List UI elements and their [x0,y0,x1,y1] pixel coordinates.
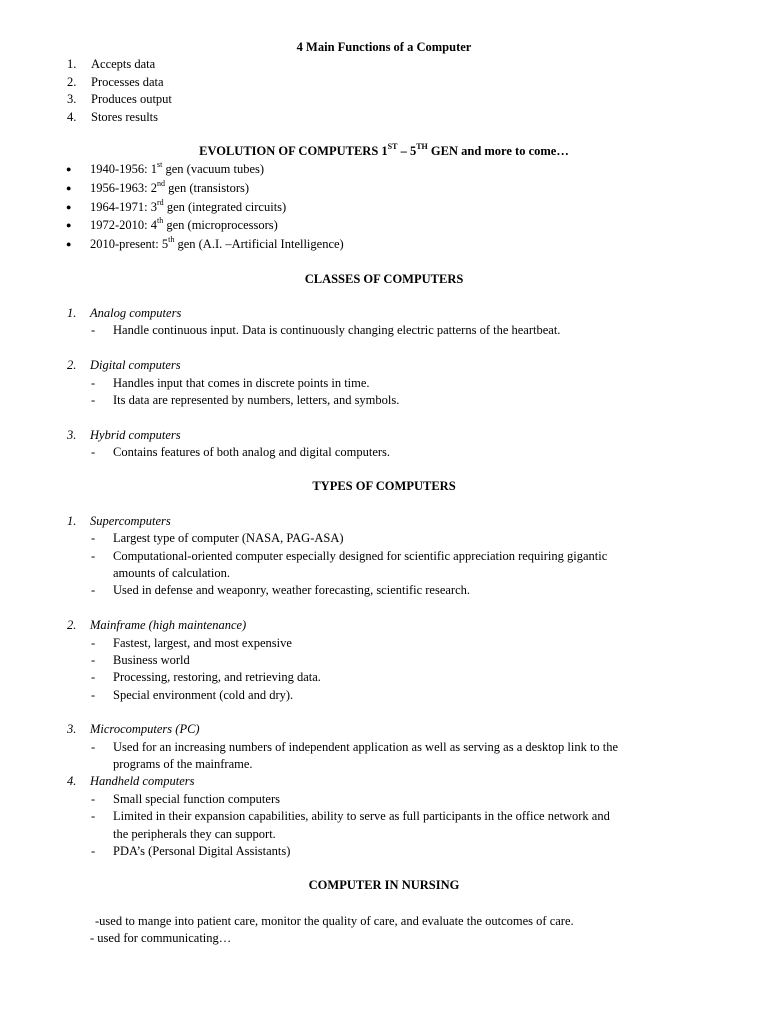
types-title: TYPES OF COMPUTERS [312,479,456,493]
bullet-icon: ● [66,220,72,230]
functions-title: 4 Main Functions of a Computer [296,40,472,54]
document-page: 4 Main Functions of a Computer 1. Accepts data 2. Processes data 3. Produces output 4. Stores results EVOLUTION OF COMPUTERS 1ST – 5TH GEN and more to come… ● 1940-1956: 1st gen (vacuum tubes) ● 1956-1963: 2nd gen (transistors) ● 1964-1971: 3rd gen (integrated circuits) ● 1972-2010: 4th gen (microprocessors) ● 2010-present: 5th gen (A.I. –Artificial Intelligence) CLASSES OF COMPUTERS 1. Analog computers - Handle continuous input. Data is continuously changing electric patterns of the heartbeat. 2. Digital computers - Handles input that comes in discrete points in time. - Its data are represented by numbers, letters, and symbols. 3. Hybrid computers - Contains features of both analog and digital computers. TYPES OF COMPUTERS 1. Supercomputers - Largest type of computer (NASA, PAG-ASA) - Computational-oriented computer especially designed for scientific appreciation requiring gigantic amounts of calculation. - Used in defense and weaponry, weather forecasting, scientific research. 2. Mainframe (high maintenance) - Fastest, largest, and most expensive - Business world - Processing, restoring, and retrieving data. - Special environment (cold and dry). 3. Microcomputers (PC) - Used for an increasing numbers of independent application as well as serving as a desktop link to the programs of the mainframe. 4. Handheld computers - Small special function computers - Limited in their expansion capabilities, ability to serve as full participants in the office network and the peripherals they can support. - PDA’s (Personal Digital Assistants) COMPUTER IN NURSING -used to mange into patient care, monitor the quality of care, and evaluate the outcomes of care. - used for communicating… [0,0,768,1024]
nursing-title: COMPUTER IN NURSING [308,878,460,892]
nursing-line: -used to mange into patient care, monitor the quality of care, and evaluate the outcomes of care. [95,914,574,928]
bullet-icon: ● [66,202,72,212]
evolution-title: EVOLUTION OF COMPUTERS 1ST – 5TH GEN and more to come… [199,141,569,158]
nursing-line: - used for communicating… [90,931,232,945]
bullet-icon: ● [66,239,72,249]
bullet-icon: ● [66,164,72,174]
classes-title: CLASSES OF COMPUTERS [304,272,464,286]
bullet-icon: ● [66,183,72,193]
